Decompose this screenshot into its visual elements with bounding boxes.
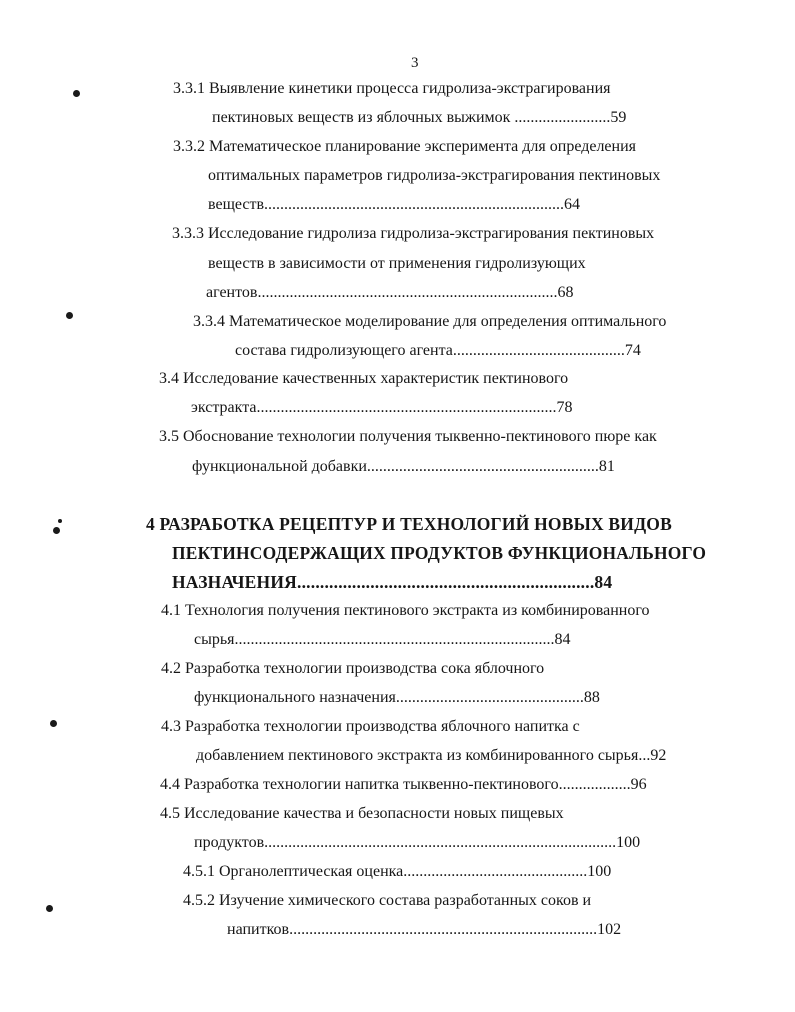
toc-line: 3.4 Исследование качественных характеристик пектинового — [159, 370, 569, 387]
toc-line: сырья................................................................................84 — [194, 631, 571, 648]
binder-hole-mark — [58, 519, 62, 523]
toc-line: 3.3.3 Исследование гидролиза гидролиза-экстрагирования пектиновых — [172, 225, 655, 242]
toc-line: функционального назначения...............................................88 — [194, 689, 600, 706]
toc-line: оптимальных параметров гидролиза-экстрагирования пектиновых — [208, 167, 661, 184]
binder-hole-mark — [73, 90, 80, 97]
toc-line: напитков.............................................................................102 — [227, 921, 622, 938]
toc-line: 3.5 Обоснование технологии получения тыквенно-пектинового пюре как — [159, 428, 657, 445]
toc-line: агентов...........................................................................68 — [206, 284, 574, 301]
toc-line: 4.2 Разработка технологии производства сока яблочного — [161, 660, 545, 677]
toc-line: 4.3 Разработка технологии производства яблочного напитка с — [161, 718, 580, 735]
chapter-heading-line: 4 РАЗРАБОТКА РЕЦЕПТУР И ТЕХНОЛОГИЙ НОВЫХ ВИДОВ — [146, 514, 672, 534]
binder-hole-mark — [53, 527, 60, 534]
toc-line: состава гидролизующего агента...........................................74 — [235, 342, 641, 359]
toc-line: пектиновых веществ из яблочных выжимок ........................59 — [212, 109, 627, 126]
toc-line: веществ в зависимости от применения гидролизующих — [208, 255, 586, 272]
page-number: 3 — [411, 55, 419, 71]
toc-line: функциональной добавки..........................................................81 — [192, 458, 615, 475]
chapter-heading-line: НАЗНАЧЕНИЯ.................................................................84 — [172, 572, 613, 592]
toc-line: продуктов........................................................................................100 — [194, 834, 641, 851]
toc-line: 3.3.4 Математическое моделирование для определения оптимального — [193, 313, 667, 330]
toc-line: 4.1 Технология получения пектинового экстракта из комбинированного — [161, 602, 650, 619]
binder-hole-mark — [50, 720, 57, 727]
toc-line: 4.5.1 Органолептическая оценка..............................................100 — [183, 863, 612, 880]
toc-line: 4.5 Исследование качества и безопасности новых пищевых — [160, 805, 564, 822]
toc-line: экстракта...........................................................................78 — [191, 399, 573, 416]
binder-hole-mark — [66, 312, 73, 319]
toc-line: 3.3.1 Выявление кинетики процесса гидролиза-экстрагирования — [173, 80, 611, 97]
toc-line: 4.5.2 Изучение химического состава разработанных соков и — [183, 892, 592, 909]
binder-hole-mark — [46, 905, 53, 912]
toc-line: 3.3.2 Математическое планирование эксперимента для определения — [173, 138, 637, 155]
toc-line: добавлением пектинового экстракта из комбинированного сырья...92 — [196, 747, 667, 764]
chapter-heading-line: ПЕКТИНСОДЕРЖАЩИХ ПРОДУКТОВ ФУНКЦИОНАЛЬНОГО — [172, 543, 707, 563]
toc-line: 4.4 Разработка технологии напитка тыквенно-пектинового..................96 — [160, 776, 647, 793]
toc-line: веществ...........................................................................64 — [208, 196, 581, 213]
